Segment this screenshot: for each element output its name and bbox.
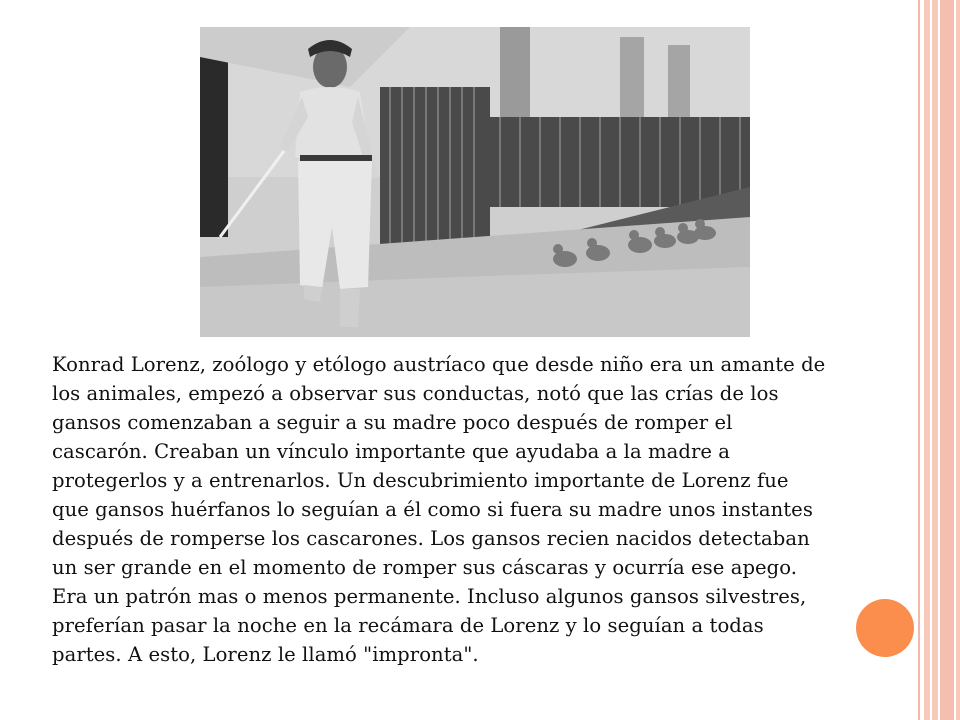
- caption-line: partes. A esto, Lorenz le llamó "impronta".: [52, 643, 479, 666]
- caption-line: que gansos huérfanos lo seguían a él como si fuera su madre unos instantes: [52, 498, 813, 521]
- caption-line: un ser grande en el momento de romper sus cáscaras y ocurría ese apego.: [52, 556, 798, 579]
- caption-line: preferían pasar la noche en la recámara de Lorenz y lo seguían a todas: [52, 614, 764, 637]
- slide-border-line: [932, 0, 938, 720]
- photo-window: [500, 27, 530, 117]
- slide-border-line: [918, 0, 920, 720]
- caption-line: los animales, empezó a observar sus conductas, notó que las crías de los: [52, 382, 779, 405]
- caption-line: después de romperse los cascarones. Los gansos recien nacidos detectaban: [52, 527, 810, 550]
- photo-illustration: [200, 27, 750, 337]
- slide-border-band: [940, 0, 954, 720]
- photo-window: [668, 45, 690, 117]
- caption-line: Konrad Lorenz, zoólogo y etólogo austríaco que desde niño era un amante de: [52, 353, 826, 376]
- caption-line: protegerlos y a entrenarlos. Un descubrimiento importante de Lorenz fue: [52, 469, 789, 492]
- caption-line: cascarón. Creaban un vínculo importante que ayudaba a la madre a: [52, 440, 731, 463]
- orange-circle-icon: [856, 599, 914, 657]
- caption-line: gansos comenzaban a seguir a su madre poco después de romper el: [52, 411, 733, 434]
- photo-konrad-lorenz: [200, 27, 750, 337]
- caption-line: Era un patrón mas o menos permanente. Incluso algunos gansos silvestres,: [52, 585, 807, 608]
- slide-border-line: [924, 0, 930, 720]
- slide-border-line: [956, 0, 960, 720]
- caption-text: [52, 350, 912, 669]
- photo-window: [620, 37, 644, 117]
